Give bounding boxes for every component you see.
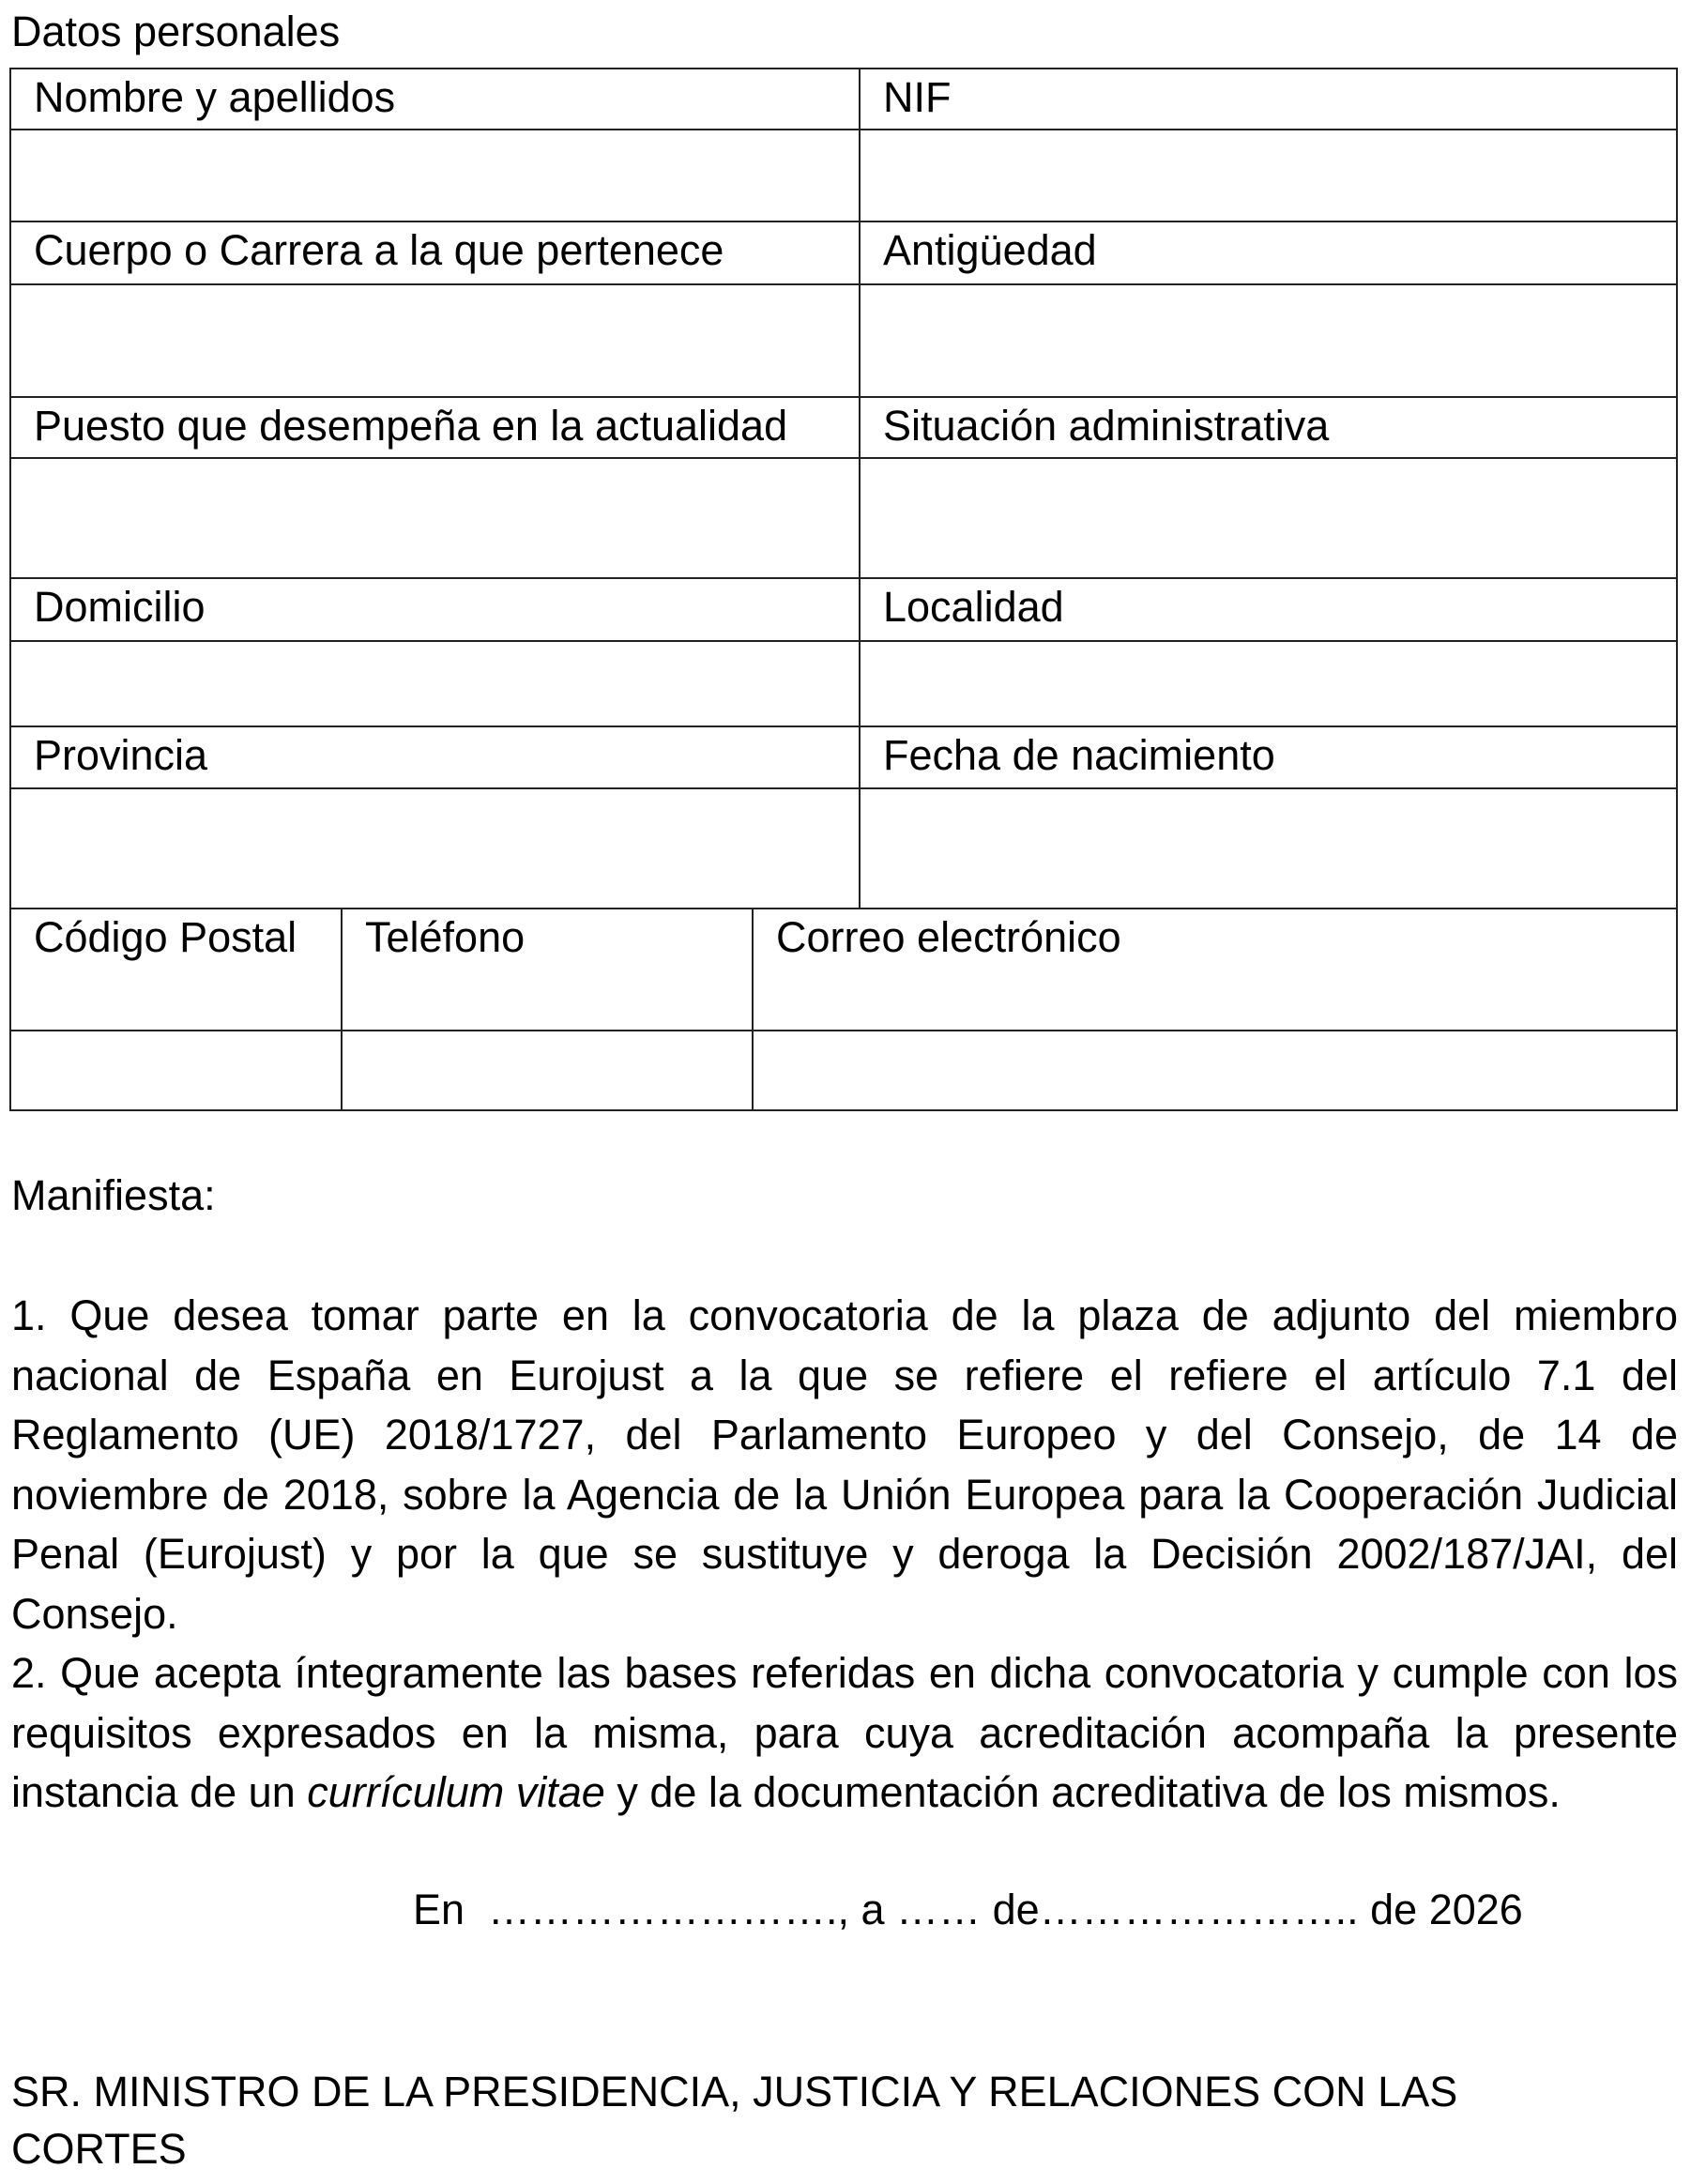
label-correo: Correo electrónico (753, 909, 1677, 1031)
field-provincia[interactable] (10, 788, 860, 909)
paragraph-1: 1. Que desea tomar parte en la convocatoria de la plaza de adjunto del miembro nacional de España en Eurojust a la que se refiere el refiere el artículo 7.1 del Reglamento (UE) 2018/1727, del Parlamento Europeo y del Consejo, de 14 de noviembre de 2018, sobre la Agencia de la Unión Europea para la Cooperación Judicial Penal (Eurojust) y por la que se sustituye y deroga la Decisión 2002/187/JAI, del Consejo. (11, 1291, 1678, 1638)
label-antiguedad: Antigüedad (860, 221, 1677, 284)
label-localidad: Localidad (860, 578, 1677, 641)
field-puesto[interactable] (10, 458, 860, 578)
field-cuerpo[interactable] (10, 284, 860, 397)
label-fecha-nacimiento: Fecha de nacimiento (860, 726, 1677, 788)
label-codigo-postal: Código Postal (10, 909, 342, 1031)
field-codigo-postal[interactable] (10, 1031, 342, 1110)
label-telefono: Teléfono (342, 909, 753, 1031)
label-domicilio: Domicilio (10, 578, 860, 641)
field-nif[interactable] (860, 130, 1677, 221)
label-nif: NIF (860, 69, 1677, 130)
manifiesta-heading: Manifiesta: (11, 1171, 216, 1219)
addressee: SR. MINISTRO DE LA PRESIDENCIA, JUSTICIA Y RELACIONES CON LAS CORTES (11, 2068, 1458, 2173)
field-antiguedad[interactable] (860, 284, 1677, 397)
field-localidad[interactable] (860, 641, 1677, 726)
field-situacion[interactable] (860, 458, 1677, 578)
field-correo[interactable] (753, 1031, 1677, 1110)
label-nombre: Nombre y apellidos (10, 69, 860, 130)
label-puesto: Puesto que desempeña en la actualidad (10, 397, 860, 458)
contact-table (9, 908, 1678, 1111)
field-nombre[interactable] (10, 130, 860, 221)
date-line: En ……………………., a …… de………………….. de 2026 (413, 1886, 1523, 1933)
field-fecha-nacimiento[interactable] (860, 788, 1677, 909)
section-title: Datos personales (11, 8, 341, 55)
paragraph-2 (11, 1643, 1678, 1823)
field-telefono[interactable] (342, 1031, 753, 1110)
curriculum-vitae-italic: currículum vitae (307, 1768, 605, 1816)
paragraph-2-end: y de la documentación acreditativa de los mismos. (604, 1768, 1561, 1816)
field-domicilio[interactable] (10, 641, 860, 726)
paragraph-2-text: 2. Que acepta íntegramente las bases referidas en dicha convocatoria y cumple con los requisitos expresados en la misma, para cuya acreditación acompaña la presente instancia de un (11, 1649, 1678, 1816)
personal-data-table (9, 68, 1678, 909)
label-provincia: Provincia (10, 726, 860, 788)
label-situacion: Situación administrativa (860, 397, 1677, 458)
label-cuerpo: Cuerpo o Carrera a la que pertenece (10, 221, 860, 284)
